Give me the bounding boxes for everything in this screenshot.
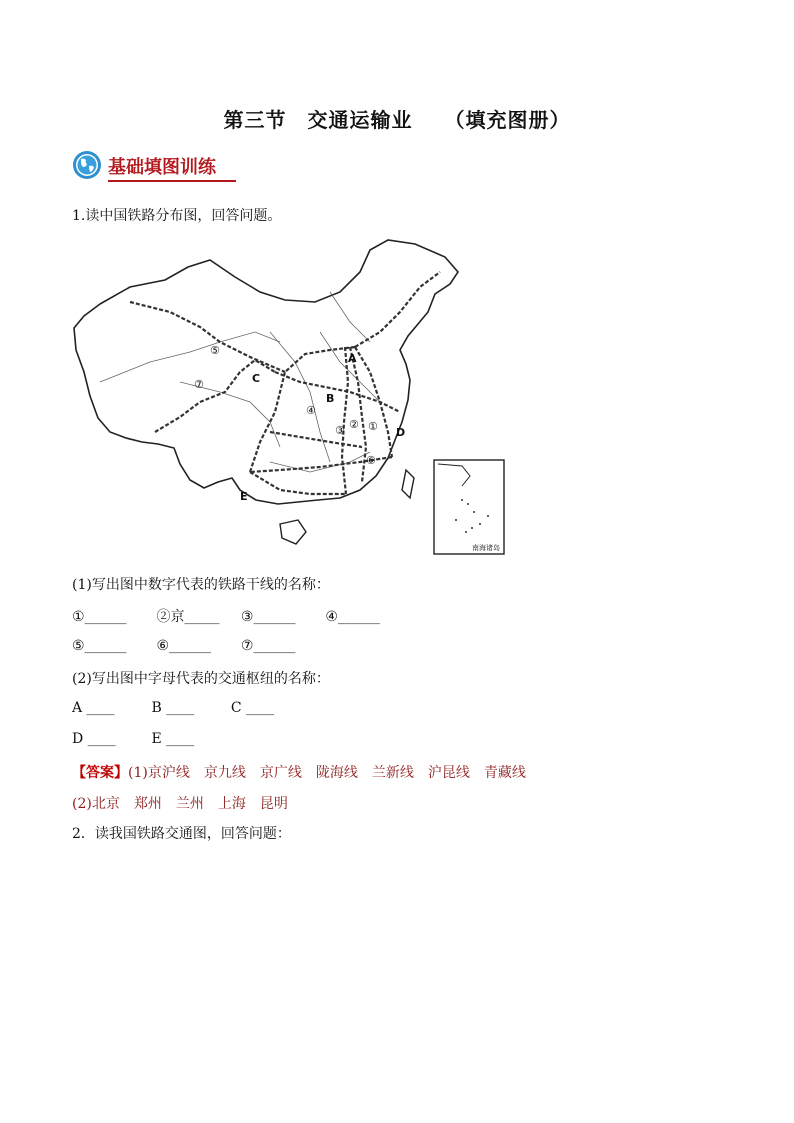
blank-5[interactable]: ⑤______ <box>72 638 127 654</box>
sub-question-1-row-2 <box>72 638 321 654</box>
question-2-prompt: 2．读我国铁路交通图，回答问题： <box>72 826 291 842</box>
sub-question-1: (1)写出图中数字代表的铁路干线的名称： <box>72 577 330 593</box>
marker-3: ③ <box>335 424 345 437</box>
hub-c: C <box>252 372 261 385</box>
blank-c[interactable]: C ____ <box>230 700 275 716</box>
sub-question-2: (2)写出图中字母代表的交通枢纽的名称： <box>72 671 330 687</box>
answer-line-2: (2)北京 郑州 兰州 上海 昆明 <box>72 796 288 812</box>
answer-line-1 <box>72 762 526 782</box>
page-title: 第三节 交通运输业 （填充图册） <box>223 108 571 132</box>
hainan-island <box>280 520 306 544</box>
hub-e: E <box>240 490 248 503</box>
marker-5: ⑤ <box>210 344 220 357</box>
marker-6: ⑥ <box>366 454 376 467</box>
taiwan-island <box>402 470 414 498</box>
sub-question-2-row-1 <box>72 700 306 716</box>
question-1-prompt: 1.读中国铁路分布图，回答问题。 <box>72 208 282 224</box>
answer-tag: 【答案】 <box>72 765 128 781</box>
blank-2[interactable]: ②京_____ <box>156 609 220 625</box>
marker-4: ④ <box>306 404 316 417</box>
china-railway-map <box>70 232 510 562</box>
marker-7: ⑦ <box>194 378 204 391</box>
blank-6[interactable]: ⑥______ <box>156 638 212 654</box>
blank-7[interactable]: ⑦______ <box>240 638 296 654</box>
sub-question-2-row-2 <box>72 731 226 747</box>
answer-part-1: (1)京沪线 京九线 京广线 陇海线 兰新线 沪昆线 青藏线 <box>128 765 526 781</box>
marker-1: ① <box>368 420 378 433</box>
blank-4[interactable]: ④______ <box>325 609 380 625</box>
marker-2: ② <box>349 418 359 431</box>
section-label: 基础填图训练 <box>108 157 216 178</box>
hub-b: B <box>326 392 335 405</box>
blank-3[interactable]: ③______ <box>240 609 296 625</box>
sub-question-1-row-1 <box>72 606 405 626</box>
blank-a[interactable]: A ____ <box>72 700 115 716</box>
hub-a: A <box>348 352 357 365</box>
section-underline <box>108 180 236 182</box>
blank-e[interactable]: E ____ <box>151 731 195 747</box>
blank-b[interactable]: B ____ <box>151 700 195 716</box>
blank-1[interactable]: ①______ <box>72 609 127 625</box>
china-outline <box>74 240 458 504</box>
globe-icon <box>72 150 102 180</box>
inset-label: 南海诸岛 <box>472 544 500 552</box>
blank-d[interactable]: D ____ <box>72 731 116 747</box>
hub-d: D <box>396 426 406 439</box>
